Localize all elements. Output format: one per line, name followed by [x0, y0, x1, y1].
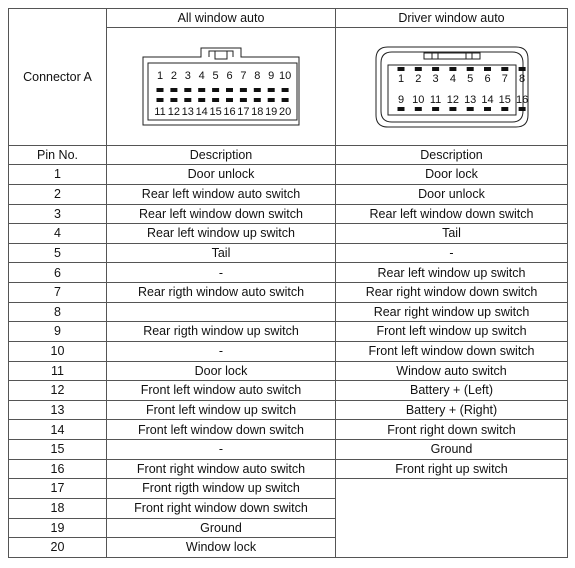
- desc-driver-cell: Battery + (Right): [336, 400, 568, 420]
- pin-contact: [170, 88, 177, 92]
- connector-label: Connector A: [9, 9, 107, 146]
- pin-contact: [397, 107, 404, 111]
- pin-label: 3: [432, 72, 439, 85]
- pin-contact: [518, 107, 525, 111]
- pin-contact: [466, 67, 473, 71]
- pin-label: 1: [156, 69, 164, 82]
- pin-contact: [282, 98, 289, 102]
- pin-label: 17: [237, 105, 250, 118]
- pin-label: 13: [463, 93, 476, 106]
- pin-label: 11: [429, 93, 441, 106]
- desc-driver-cell: Rear right window down switch: [336, 283, 568, 303]
- col-header-all-window-auto: All window auto: [107, 9, 336, 28]
- table-row: [9, 204, 568, 224]
- desc-driver-cell: Rear left window down switch: [336, 204, 568, 224]
- header-row: [9, 9, 568, 28]
- pin-contact: [157, 98, 164, 102]
- pin-label: 6: [483, 72, 491, 85]
- pin-contact: [198, 98, 205, 102]
- desc-header-all: Description: [107, 146, 336, 165]
- pin-contact: [254, 98, 261, 102]
- desc-driver-cell: Battery + (Left): [336, 381, 568, 401]
- table-row: [9, 263, 568, 283]
- desc-all-cell: Rear left window up switch: [107, 224, 336, 244]
- desc-all-cell: Front right window down switch: [107, 498, 336, 518]
- pin-label: 8: [518, 72, 525, 85]
- desc-all-cell: Rear left window down switch: [107, 204, 336, 224]
- desc-all-cell: Rear left window auto switch: [107, 184, 336, 204]
- pin-contact: [198, 88, 205, 92]
- pin-contact: [184, 88, 191, 92]
- pin-contact: [212, 98, 219, 102]
- desc-all-cell: -: [107, 263, 336, 283]
- pin-number-cell: 12: [9, 381, 107, 401]
- pin-contact: [501, 107, 508, 111]
- pin-contact: [518, 67, 525, 71]
- table-row: [9, 420, 568, 440]
- pin-table: [8, 8, 568, 558]
- table-row: [9, 361, 568, 381]
- pin-number-cell: 2: [9, 184, 107, 204]
- desc-all-cell: Ground: [107, 518, 336, 538]
- pin-label: 12: [446, 93, 459, 106]
- pin-number-cell: 15: [9, 440, 107, 460]
- pin-label: 7: [501, 72, 508, 85]
- connector-all-cell: [107, 28, 336, 146]
- table-row: [9, 400, 568, 420]
- pin-label: 6: [226, 69, 233, 82]
- desc-all-cell: Front left window auto switch: [107, 381, 336, 401]
- desc-all-cell: Door lock: [107, 361, 336, 381]
- desc-all-cell: Front right window auto switch: [107, 459, 336, 479]
- desc-all-cell: Rear rigth window auto switch: [107, 283, 336, 303]
- pin-contact: [484, 107, 491, 111]
- desc-driver-cell: Front left window down switch: [336, 341, 568, 361]
- pin-label: 9: [268, 69, 275, 82]
- pin-number-cell: 10: [9, 341, 107, 361]
- table-row: [9, 459, 568, 479]
- pin-contact: [268, 88, 275, 92]
- desc-all-cell: Door unlock: [107, 165, 336, 185]
- pin-label: 14: [480, 93, 494, 106]
- pin-contact: [449, 67, 456, 71]
- pin-contact: [466, 107, 473, 111]
- desc-all-cell: Front left window up switch: [107, 400, 336, 420]
- pin-label: 5: [212, 69, 219, 82]
- pin-number-cell: 18: [9, 498, 107, 518]
- desc-all-cell: Front left window down switch: [107, 420, 336, 440]
- desc-driver-cell: Tail: [336, 224, 568, 244]
- pin-label: 19: [265, 105, 278, 118]
- table-row: [9, 224, 568, 244]
- pin-label: 16: [515, 93, 528, 106]
- pin-label: 14: [195, 105, 208, 118]
- pin-number-cell: 3: [9, 204, 107, 224]
- pin-contact: [240, 88, 247, 92]
- desc-all-cell: -: [107, 341, 336, 361]
- desc-driver-cell: Rear right window up switch: [336, 302, 568, 322]
- pin-number-cell: 9: [9, 322, 107, 342]
- pin-label: 4: [449, 72, 456, 85]
- table-row: [9, 341, 568, 361]
- subheader-row: [9, 146, 568, 165]
- table-row: [9, 302, 568, 322]
- desc-all-cell: [107, 302, 336, 322]
- desc-driver-cell: Front right down switch: [336, 420, 568, 440]
- pin-number-cell: 11: [9, 361, 107, 381]
- pin-label: 15: [498, 93, 511, 106]
- table-row: [9, 283, 568, 303]
- pin-number-cell: 4: [9, 224, 107, 244]
- desc-all-cell: Tail: [107, 243, 336, 263]
- desc-driver-cell: Rear left window up switch: [336, 263, 568, 283]
- pin-label: 7: [240, 69, 247, 82]
- pin-label: 3: [184, 69, 191, 82]
- table-row: [9, 165, 568, 185]
- pin-label: 18: [251, 105, 264, 118]
- desc-all-cell: Front rigth window up switch: [107, 479, 336, 499]
- desc-driver-empty-cell: [336, 479, 568, 558]
- pin-number-cell: 1: [9, 165, 107, 185]
- desc-all-cell: -: [107, 440, 336, 460]
- pin-number-cell: 5: [9, 243, 107, 263]
- pin-number-cell: 19: [9, 518, 107, 538]
- pin-label: 11: [154, 105, 166, 118]
- desc-driver-cell: Front right up switch: [336, 459, 568, 479]
- desc-driver-cell: Ground: [336, 440, 568, 460]
- pin-number-cell: 17: [9, 479, 107, 499]
- pin-label: 4: [198, 69, 205, 82]
- table-row: [9, 479, 568, 499]
- pin-label: 8: [254, 69, 261, 82]
- pin-label: 2: [170, 69, 177, 82]
- pin-label: 9: [397, 93, 404, 106]
- connector-driver-diagram: [372, 45, 532, 129]
- desc-driver-cell: Window auto switch: [336, 361, 568, 381]
- pin-label: 15: [209, 105, 222, 118]
- pin-number-cell: 16: [9, 459, 107, 479]
- pin-number-cell: 7: [9, 283, 107, 303]
- desc-driver-cell: Door unlock: [336, 184, 568, 204]
- pin-contact: [432, 67, 439, 71]
- table-row: [9, 440, 568, 460]
- desc-driver-cell: -: [336, 243, 568, 263]
- connector-driver-cell: [336, 28, 568, 146]
- pin-contact: [226, 98, 233, 102]
- pin-number-cell: 20: [9, 538, 107, 558]
- pin-contact: [240, 98, 247, 102]
- pin-label: 1: [397, 72, 404, 85]
- pin-label: 12: [167, 105, 181, 118]
- desc-header-driver: Description: [336, 146, 568, 165]
- pin-contact: [212, 88, 219, 92]
- pin-contact: [449, 107, 456, 111]
- desc-all-cell: Window lock: [107, 538, 336, 558]
- pin-contact: [432, 107, 439, 111]
- pin-contact: [397, 67, 404, 71]
- pin-label: 10: [411, 93, 424, 106]
- pin-contact: [268, 98, 275, 102]
- pin-contact: [414, 107, 421, 111]
- pin-contact: [157, 88, 164, 92]
- table-row: [9, 184, 568, 204]
- pin-contact: [282, 88, 289, 92]
- pin-contact: [184, 98, 191, 102]
- pin-number-cell: 8: [9, 302, 107, 322]
- table-row: [9, 243, 568, 263]
- pin-label: 5: [466, 72, 473, 85]
- connector-all-diagram: [141, 47, 301, 127]
- pin-number-cell: 13: [9, 400, 107, 420]
- pin-contact: [254, 88, 261, 92]
- pin-label: 2: [414, 72, 421, 85]
- pin-contact: [501, 67, 508, 71]
- pin-no-header: Pin No.: [9, 146, 107, 165]
- pin-label: 20: [278, 105, 292, 118]
- pin-contact: [484, 67, 491, 71]
- pin-contact: [170, 98, 177, 102]
- pin-label: 16: [223, 105, 236, 118]
- table-row: [9, 381, 568, 401]
- desc-driver-cell: Door lock: [336, 165, 568, 185]
- pin-label: 13: [181, 105, 194, 118]
- desc-driver-cell: Front left window up switch: [336, 322, 568, 342]
- pin-label: 10: [278, 69, 292, 82]
- pin-contact: [226, 88, 233, 92]
- pin-number-cell: 6: [9, 263, 107, 283]
- table-row: [9, 322, 568, 342]
- pin-number-cell: 14: [9, 420, 107, 440]
- desc-all-cell: Rear rigth window up switch: [107, 322, 336, 342]
- pin-contact: [414, 67, 421, 71]
- col-header-driver-window-auto: Driver window auto: [336, 9, 568, 28]
